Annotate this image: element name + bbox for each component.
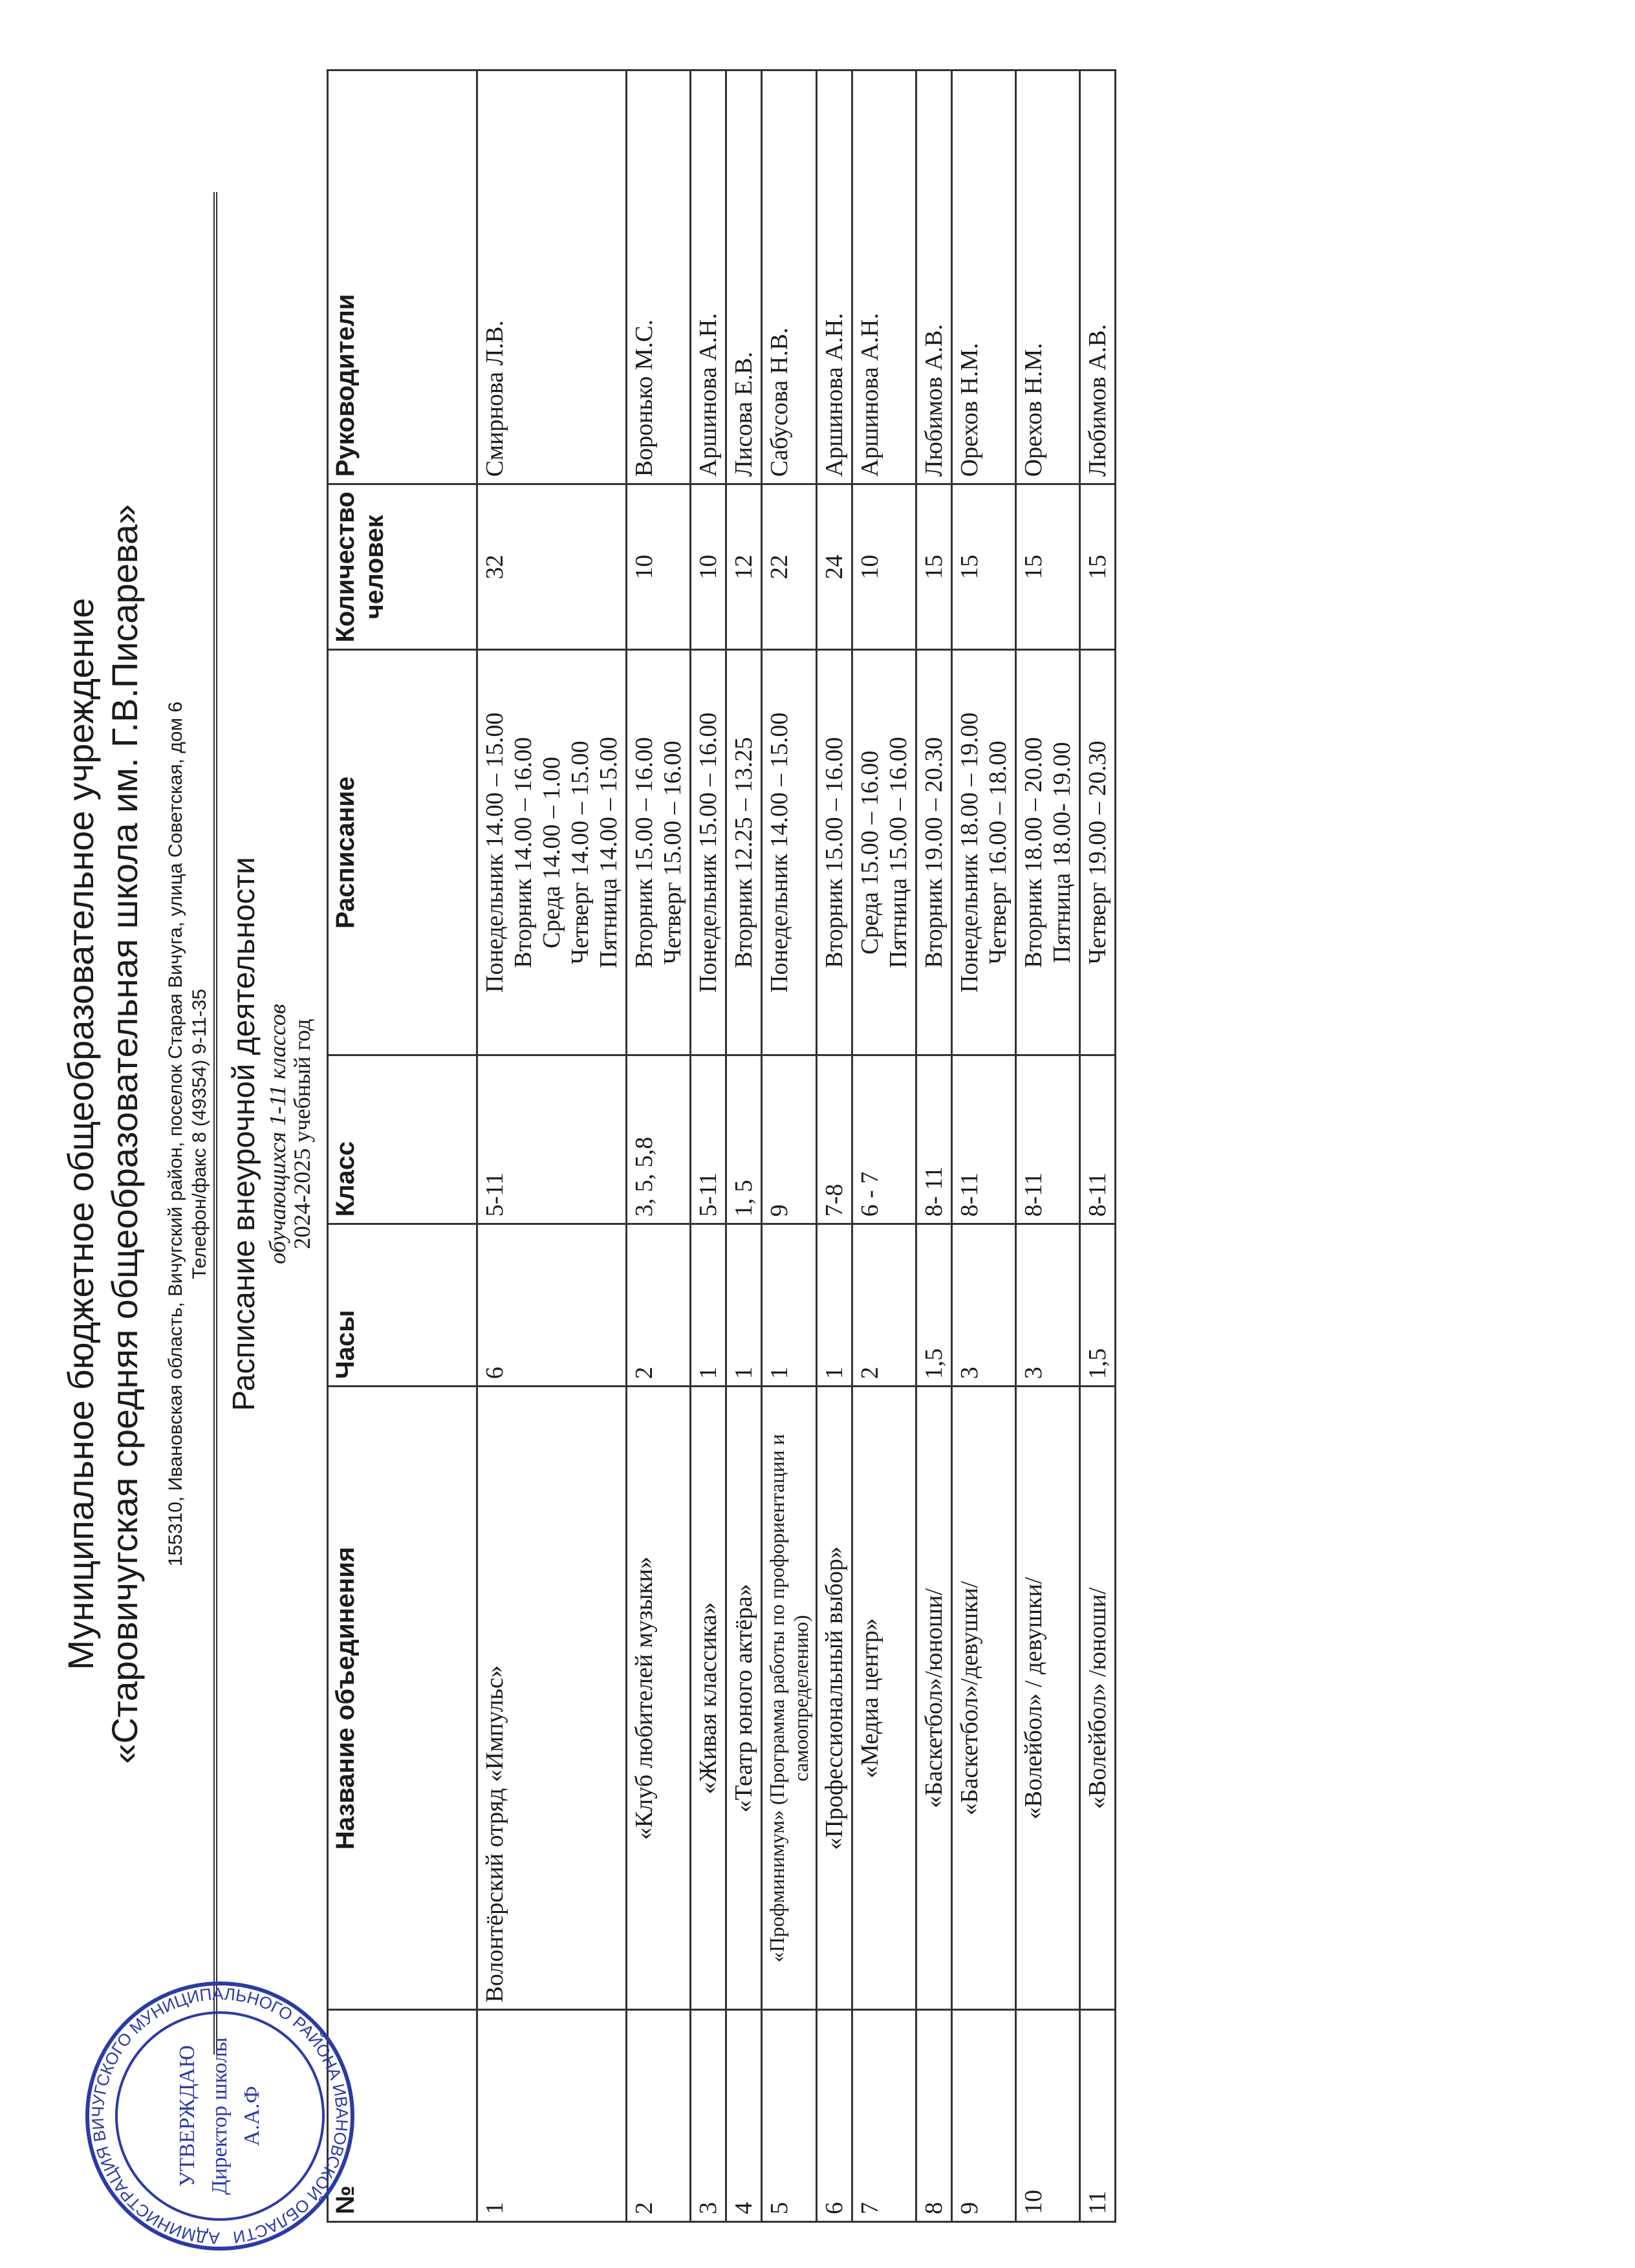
cell-hours: 2 bbox=[627, 1224, 691, 1387]
cell-num: 8 bbox=[916, 2010, 951, 2222]
cell-name: Волонтёрский отряд «Импульс» bbox=[477, 1387, 627, 2010]
schedule-line: Вторник 19.00 – 20.30 bbox=[920, 737, 947, 968]
cell-class: 9 bbox=[762, 1055, 817, 1224]
table-row bbox=[1079, 70, 1115, 2222]
cell-leader: Смирнова Л.В. bbox=[477, 70, 627, 484]
cell-schedule bbox=[951, 650, 1015, 1055]
stamp-name: А.А.Ф bbox=[240, 2086, 264, 2146]
cell-leader: Сабусова Н.В. bbox=[762, 70, 817, 484]
cell-class: 6 - 7 bbox=[852, 1055, 916, 1224]
schedule-line: Четверг 19.00 – 20.30 bbox=[1083, 740, 1111, 965]
cell-leader: Лисова Е.В. bbox=[726, 70, 762, 484]
cell-name: «Профессиональный выбор» bbox=[816, 1387, 852, 2010]
cell-num: 6 bbox=[816, 2010, 852, 2222]
cell-num: 1 bbox=[477, 2010, 627, 2222]
schedule-line: Четверг 15.00 – 16.00 bbox=[659, 740, 686, 965]
table-row bbox=[852, 70, 916, 2222]
schedule-line: Среда 15.00 – 16.00 bbox=[856, 750, 883, 955]
cell-num: 2 bbox=[627, 2010, 691, 2222]
cell-count: 22 bbox=[762, 484, 817, 650]
col-hours: Часы bbox=[328, 1224, 477, 1387]
cell-leader: Аршинова А.Н. bbox=[691, 70, 726, 484]
cell-name: «Профминимум» (Программа работы по профориентации и самоопределению) bbox=[762, 1387, 817, 2010]
divider bbox=[213, 192, 217, 2055]
cell-count: 32 bbox=[477, 484, 627, 650]
table-row bbox=[916, 70, 951, 2222]
cell-name: «Волейбол» / девушки/ bbox=[1015, 1387, 1079, 2010]
table-row bbox=[477, 70, 627, 2222]
official-stamp bbox=[78, 1974, 362, 2258]
schedule-line: Пятница 18.00- 19.00 bbox=[1048, 742, 1076, 964]
schedule-line: Среда 14.00 – 1.00 bbox=[538, 757, 565, 949]
cell-num: 10 bbox=[1015, 2010, 1079, 2222]
cell-leader: Любимов А.В. bbox=[1079, 70, 1115, 484]
cell-count: 15 bbox=[1015, 484, 1079, 650]
address: 155310, Ивановская область, Вичугский район, поселок Старая Вичуга, улица Советская, дом 6 bbox=[165, 701, 186, 1567]
cell-hours: 3 bbox=[1015, 1224, 1079, 1387]
col-leader: Руководители bbox=[328, 70, 477, 484]
cell-num: 5 bbox=[762, 2010, 817, 2222]
schedule-line: Понедельник 15.00 – 16.00 bbox=[695, 712, 722, 993]
cell-count: 12 bbox=[726, 484, 762, 650]
schedule-line: Понедельник 18.00 – 19.00 bbox=[955, 712, 983, 993]
cell-class: 8-11 bbox=[1015, 1055, 1079, 1224]
cell-class: 1, 5 bbox=[726, 1055, 762, 1224]
cell-leader: Орехов Н.М. bbox=[951, 70, 1015, 484]
cell-hours: 3 bbox=[951, 1224, 1015, 1387]
org-line-1: Муниципальное бюджетное общеобразовательное учреждение bbox=[60, 598, 101, 1670]
cell-count: 15 bbox=[916, 484, 951, 650]
cell-name: «Баскетбол»/девушки/ bbox=[951, 1387, 1015, 2010]
cell-class: 8- 11 bbox=[916, 1055, 951, 1224]
stamp-approval: УТВЕРЖДАЮ bbox=[175, 2045, 199, 2187]
cell-count: 10 bbox=[852, 484, 916, 650]
schedule-line: Пятница 14.00 – 15.00 bbox=[595, 737, 622, 969]
schedule-line: Вторник 15.00 – 16.00 bbox=[820, 737, 848, 968]
stamp-director: Директор школы bbox=[208, 2037, 232, 2195]
cell-hours: 6 bbox=[477, 1224, 627, 1387]
table-row bbox=[951, 70, 1015, 2222]
cell-hours: 1 bbox=[816, 1224, 852, 1387]
cell-hours: 1 bbox=[691, 1224, 726, 1387]
cell-schedule bbox=[762, 650, 817, 1055]
cell-schedule bbox=[477, 650, 627, 1055]
cell-leader: Аршинова А.Н. bbox=[816, 70, 852, 484]
cell-leader: Аршинова А.Н. bbox=[852, 70, 916, 484]
phone: Телефон/факс 8 (49354) 9-11-35 bbox=[189, 989, 210, 1279]
schedule-table bbox=[327, 69, 1116, 2223]
subtitle: обучающихся 1-11 классов bbox=[265, 1004, 290, 1264]
table-row bbox=[816, 70, 852, 2222]
table-header-row bbox=[328, 70, 477, 2222]
cell-schedule bbox=[816, 650, 852, 1055]
cell-leader: Воронько М.С. bbox=[627, 70, 691, 484]
cell-name: «Клуб любителей музыки» bbox=[627, 1387, 691, 2010]
col-count: Количество человек bbox=[328, 484, 477, 650]
cell-num: 7 bbox=[852, 2010, 916, 2222]
table-row bbox=[691, 70, 726, 2222]
cell-count: 10 bbox=[627, 484, 691, 650]
cell-count: 10 bbox=[691, 484, 726, 650]
cell-num: 11 bbox=[1079, 2010, 1115, 2222]
schedule-line: Вторник 18.00 – 20.00 bbox=[1019, 737, 1047, 968]
page-title: Расписание внеурочной деятельности bbox=[227, 857, 261, 1411]
cell-name: «Баскетбол»/юноши/ bbox=[916, 1387, 951, 2010]
cell-num: 3 bbox=[691, 2010, 726, 2222]
cell-hours: 1,5 bbox=[916, 1224, 951, 1387]
cell-name: «Живая классика» bbox=[691, 1387, 726, 2010]
cell-hours: 1,5 bbox=[1079, 1224, 1115, 1387]
col-schedule: Расписание bbox=[328, 650, 477, 1055]
cell-count: 24 bbox=[816, 484, 852, 650]
cell-name: «Медиа центр» bbox=[852, 1387, 916, 2010]
table-row bbox=[762, 70, 817, 2222]
schedule-line: Вторник 15.00 – 16.00 bbox=[631, 737, 658, 968]
cell-class: 8-11 bbox=[951, 1055, 1015, 1224]
col-name: Название объединения bbox=[328, 1387, 477, 2010]
org-line-2: «Старовичугская средняя общеобразовательная школа им. Г.В.Писарева» bbox=[104, 504, 145, 1764]
schedule-line: Четверг 16.00 – 18.00 bbox=[984, 740, 1012, 965]
cell-schedule bbox=[1079, 650, 1115, 1055]
cell-hours: 1 bbox=[726, 1224, 762, 1387]
cell-class: 7-8 bbox=[816, 1055, 852, 1224]
cell-leader: Любимов А.В. bbox=[916, 70, 951, 484]
cell-class: 5-11 bbox=[691, 1055, 726, 1224]
schedule-line: Пятница 15.00 – 16.00 bbox=[884, 737, 912, 969]
cell-schedule bbox=[916, 650, 951, 1055]
schedule-line: Четверг 14.00 – 15.00 bbox=[567, 740, 594, 965]
cell-class: 3, 5, 5,8 bbox=[627, 1055, 691, 1224]
cell-schedule bbox=[726, 650, 762, 1055]
table-row bbox=[1015, 70, 1079, 2222]
cell-count: 15 bbox=[1079, 484, 1115, 650]
cell-leader: Орехов Н.М. bbox=[1015, 70, 1079, 484]
table-row bbox=[726, 70, 762, 2222]
cell-hours: 2 bbox=[852, 1224, 916, 1387]
schedule-line: Понедельник 14.00 – 15.00 bbox=[481, 712, 508, 993]
cell-schedule bbox=[1015, 650, 1079, 1055]
school-year: 2024-2025 учебный год bbox=[289, 1019, 315, 1249]
cell-class: 8-11 bbox=[1079, 1055, 1115, 1224]
cell-schedule bbox=[627, 650, 691, 1055]
cell-hours: 1 bbox=[762, 1224, 817, 1387]
cell-class: 5-11 bbox=[477, 1055, 627, 1224]
cell-num: 4 bbox=[726, 2010, 762, 2222]
col-num: № bbox=[328, 2010, 477, 2222]
table-row bbox=[627, 70, 691, 2222]
cell-name: «Театр юного актёра» bbox=[726, 1387, 762, 2010]
schedule-line: Вторник 14.00 – 16.00 bbox=[510, 737, 537, 968]
stamp-ring-text: АДМИНИСТРАЦИЯ ВИЧУГСКОГО МУНИЦИПАЛЬНОГО РАЙОНА ИВАНОВСКОЙ ОБЛАСТИ bbox=[87, 1983, 352, 2249]
cell-num: 9 bbox=[951, 2010, 1015, 2222]
col-class: Класс bbox=[328, 1055, 477, 1224]
cell-schedule bbox=[852, 650, 916, 1055]
cell-count: 15 bbox=[951, 484, 1015, 650]
schedule-line: Вторник 12.25 – 13.25 bbox=[730, 737, 757, 968]
schedule-line: Понедельник 14.00 – 15.00 bbox=[766, 712, 793, 993]
cell-schedule bbox=[691, 650, 726, 1055]
cell-name: «Волейбол» /юноши/ bbox=[1079, 1387, 1115, 2010]
